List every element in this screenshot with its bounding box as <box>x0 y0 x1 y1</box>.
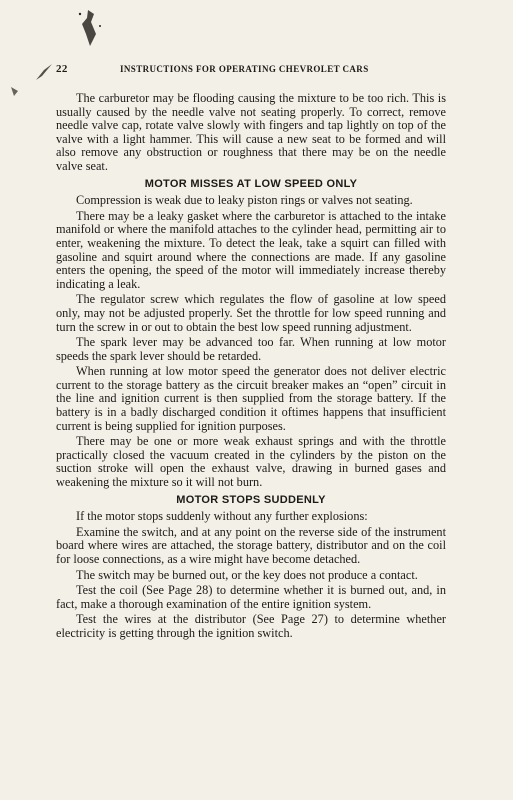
paragraph: Compression is weak due to leaky piston rings or valves not seating. <box>76 193 413 208</box>
paragraph: Test the wires at the distributor (See Page 27) to determine whether electricity is getting through the ignition switch. <box>56 612 446 640</box>
paragraph: The spark lever may be advanced too far. When running at low motor speeds the spark lever should be retarded. <box>56 335 446 363</box>
paragraph: There may be one or more weak exhaust springs and with the throttle practically closed the vacuum created in the cylinders by the piston on the suction stroke will open the exhaust valve, drawing in burned gases and weakening the mixture so it will not burn. <box>56 434 446 490</box>
paragraph: The carburetor may be flooding causing the mixture to be too rich. This is usually caused by the needle valve not seating properly. To correct, remove needle valve cap, rotate valve slowly with fingers and tap lightly on top of the valve with a light hammer. This will cause a new seat to be formed and will also remove any obstruction or roughness that there may be on the needle valve seat. <box>56 91 446 173</box>
ink-blot-decoration <box>60 4 120 56</box>
paragraph: The regulator screw which regulates the flow of gasoline at low speed only, may not be adjusted properly. Set the throttle for low speed running and turn the screw in or out to obtain the best low speed running adjustment. <box>56 292 446 334</box>
page-body <box>56 92 446 643</box>
margin-smudge-decoration <box>8 84 22 100</box>
paragraph: Examine the switch, and at any point on the reverse side of the instrument board where wires are attached, the storage battery, distributor and on the coil for loose connections, as a wire might have become detached. <box>56 524 446 566</box>
section-heading: MOTOR STOPS SUDDENLY <box>176 493 326 506</box>
paragraph: The switch may be burned out, or the key does not produce a contact. <box>76 567 418 582</box>
running-head: INSTRUCTIONS FOR OPERATING CHEVROLET CARS <box>120 64 369 74</box>
paragraph: When running at low motor speed the generator does not deliver electric current to the storage battery as the circuit breaker makes an “open” circuit in the line and ignition current is then supplied from the storage battery. If the battery is in a badly discharged condition it oftimes happens that insufficient current is being supplied for ignition purposes. <box>56 364 446 433</box>
page-number: 22 <box>56 63 68 75</box>
paragraph: Test the coil (See Page 28) to determine whether it is burned out, and, in fact, make a thorough examination of the entire ignition system. <box>56 583 446 611</box>
paragraph: If the motor stops suddenly without any further explosions: <box>76 509 368 524</box>
paragraph: There may be a leaky gasket where the carburetor is attached to the intake manifold or where the manifold attaches to the cylinder head, permitting air to enter, weakening the mixture. To detect the leak, take a squirt can filled with gasoline and squirt around where the connections are made. If any gasoline enters the opening, the speed of the motor will immediately increase thereby indicating a leak. <box>56 208 446 291</box>
corner-mark-decoration <box>30 56 56 86</box>
section-heading: MOTOR MISSES AT LOW SPEED ONLY <box>144 177 358 190</box>
